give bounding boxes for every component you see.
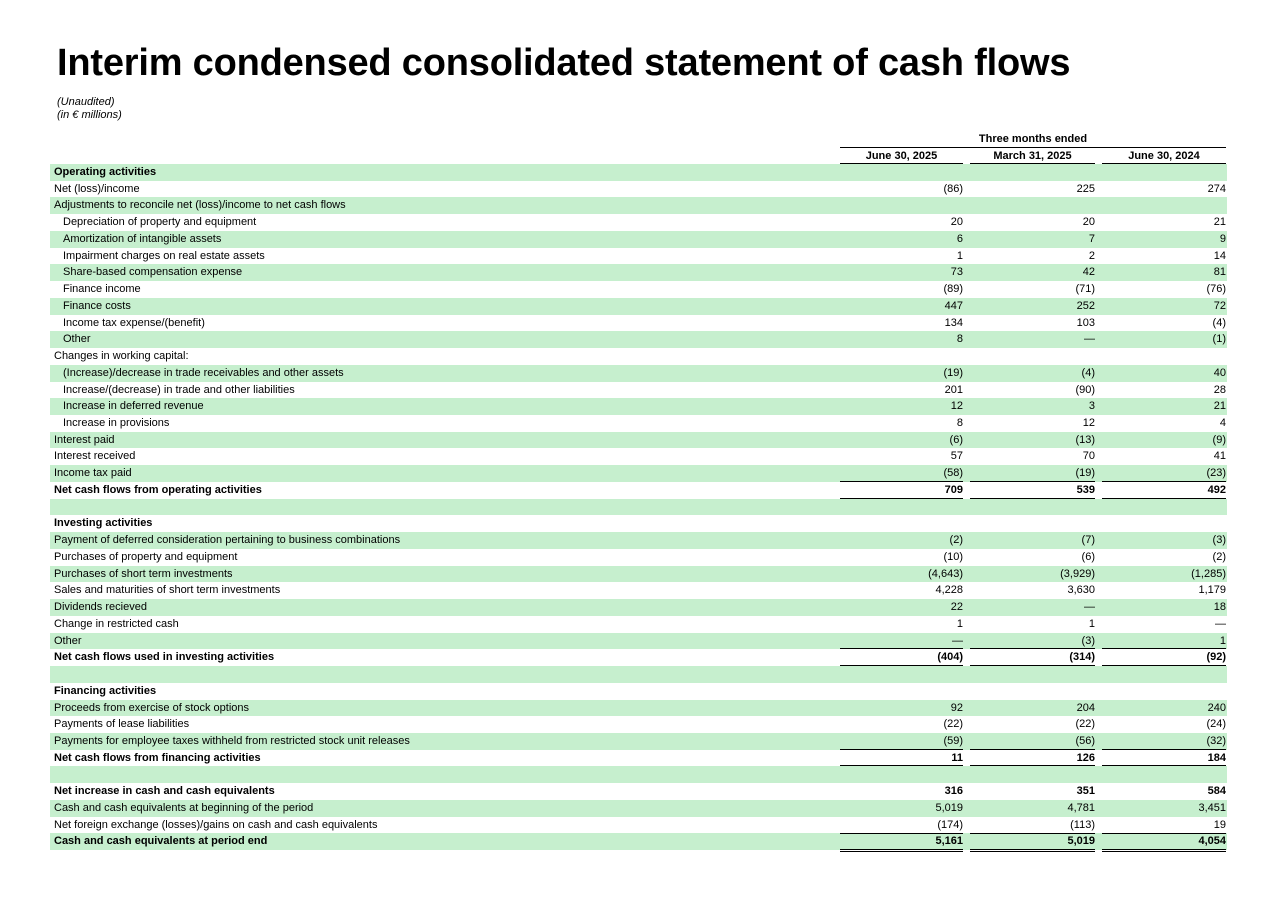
table-row [50, 783, 1227, 800]
row-label: Changes in working capital: [54, 350, 189, 363]
header-rule [840, 147, 1226, 148]
table-row [50, 331, 1227, 348]
row-value: 2 [1088, 249, 1095, 262]
row-value: 351 [1076, 785, 1095, 798]
row-label: Interest received [54, 450, 136, 463]
table-row [50, 716, 1227, 733]
total-rule [970, 648, 1095, 649]
row-value: 28 [1213, 383, 1226, 396]
table-row [50, 465, 1227, 482]
row-label: Interest paid [54, 433, 115, 446]
row-label: Impairment charges on real estate assets [63, 249, 265, 262]
row-value: 22 [950, 601, 963, 614]
row-value: 4 [1219, 417, 1226, 430]
total-double-rule [1102, 849, 1226, 852]
table-row [50, 833, 1227, 850]
table-row [50, 415, 1227, 432]
row-label: Payment of deferred consideration pertaining to business combinations [54, 534, 401, 547]
row-value: 252 [1076, 299, 1095, 312]
row-value: 1,179 [1198, 584, 1226, 597]
table-row [50, 750, 1227, 767]
row-value: (23) [1206, 467, 1226, 480]
table-row [50, 582, 1227, 599]
row-value: 225 [1076, 182, 1095, 195]
row-value: 72 [1213, 299, 1226, 312]
table-row [50, 181, 1227, 198]
row-value: 5,161 [935, 835, 963, 848]
row-value: 126 [1076, 751, 1095, 764]
row-label: (Increase)/decrease in trade receivables and other assets [63, 366, 344, 379]
row-value: (58) [943, 467, 963, 480]
row-label: Net foreign exchange (losses)/gains on cash and cash equivalents [54, 818, 378, 831]
row-value: — [952, 634, 963, 647]
row-value: (404) [937, 651, 963, 664]
table-row [50, 365, 1227, 382]
row-value: 8 [956, 333, 963, 346]
row-label: Net cash flows used in investing activities [54, 651, 275, 664]
row-value: 11 [951, 751, 963, 764]
row-value: 1 [956, 617, 963, 630]
row-value: (92) [1206, 651, 1226, 664]
row-value: (56) [1075, 734, 1095, 747]
row-label: Depreciation of property and equipment [63, 216, 257, 229]
page-title: Interim condensed consolidated statement of cash flows [57, 42, 1071, 84]
row-value: 3,630 [1067, 584, 1095, 597]
row-label: Cash and cash equivalents at beginning of the period [54, 801, 314, 814]
currency-note: (in € millions) [57, 109, 122, 121]
row-value: 7 [1088, 232, 1095, 245]
row-label: Payments of lease liabilities [54, 718, 190, 731]
table-row [50, 432, 1227, 449]
row-value: (22) [943, 718, 963, 731]
column-group-header: Three months ended [978, 133, 1088, 145]
row-label: Net (loss)/income [54, 182, 140, 195]
row-value: 3,451 [1198, 801, 1226, 814]
table-row [50, 649, 1227, 666]
row-label: Increase in provisions [63, 417, 170, 430]
row-value: (4) [1212, 316, 1226, 329]
row-value: (3) [1212, 534, 1226, 547]
row-value: 1 [1088, 617, 1095, 630]
row-label: Change in restricted cash [54, 617, 179, 630]
row-value: 1 [956, 249, 963, 262]
total-rule [970, 749, 1095, 750]
row-value: 184 [1207, 751, 1226, 764]
row-label: Payments for employee taxes withheld from restricted stock unit releases [54, 734, 410, 747]
table-row [50, 231, 1227, 248]
cash-flow-table [50, 164, 1227, 850]
table-row [50, 382, 1227, 399]
table-row [50, 515, 1227, 532]
row-value: (2) [1212, 550, 1226, 563]
table-row [50, 733, 1227, 750]
row-label: Operating activities [54, 166, 157, 178]
row-value: (314) [1069, 651, 1095, 664]
row-value: 5,019 [935, 801, 963, 814]
row-value: 8 [956, 417, 963, 430]
row-value: (32) [1206, 734, 1226, 747]
table-row [50, 214, 1227, 231]
row-label: Financing activities [54, 684, 157, 697]
row-value: (9) [1212, 433, 1226, 446]
row-value: (6) [949, 433, 963, 446]
row-value: 42 [1082, 266, 1095, 279]
column-header-q1-2025: March 31, 2025 [993, 150, 1072, 162]
row-label: Purchases of short term investments [54, 567, 233, 580]
row-value: 584 [1207, 785, 1226, 798]
row-value: 41 [1213, 450, 1226, 463]
row-value: (10) [943, 550, 963, 563]
row-value: 316 [944, 785, 963, 798]
unaudited-note: (Unaudited) [57, 96, 115, 108]
row-value: 73 [950, 266, 963, 279]
total-rule [970, 481, 1095, 482]
total-rule [1102, 481, 1226, 482]
row-value: 4,781 [1067, 801, 1095, 814]
total-rule [840, 833, 963, 834]
total-double-rule [840, 849, 963, 852]
table-row [50, 616, 1227, 633]
row-value: 4,054 [1198, 835, 1226, 848]
row-value: (13) [1075, 433, 1095, 446]
row-value: (3) [1081, 634, 1095, 647]
row-value: 492 [1207, 483, 1226, 496]
row-value: 539 [1076, 483, 1095, 496]
table-row [50, 248, 1227, 265]
table-row [50, 800, 1227, 817]
row-value: (89) [943, 283, 963, 296]
total-double-rule [970, 849, 1095, 852]
row-value: 103 [1076, 316, 1095, 329]
table-row [50, 666, 1227, 683]
row-value: (174) [937, 818, 963, 831]
row-label: Income tax expense/(benefit) [63, 316, 205, 329]
total-rule [970, 833, 1095, 834]
row-value: 240 [1207, 701, 1226, 714]
row-label: Other [63, 333, 91, 346]
total-rule [1102, 749, 1226, 750]
row-value: 70 [1082, 450, 1095, 463]
row-value: 19 [1213, 818, 1226, 831]
row-value: 12 [950, 400, 963, 413]
row-value: (2) [949, 534, 963, 547]
row-value: (1,285) [1191, 567, 1226, 580]
row-value: 1 [1219, 634, 1226, 647]
table-row [50, 298, 1227, 315]
column-header-q2-2024: June 30, 2024 [1128, 150, 1200, 162]
row-label: Sales and maturities of short term investments [54, 584, 281, 597]
table-row [50, 398, 1227, 415]
row-label: Cash and cash equivalents at period end [54, 835, 268, 848]
row-value: 6 [956, 232, 963, 245]
row-value: 92 [950, 701, 963, 714]
table-row [50, 448, 1227, 465]
total-rule [1102, 833, 1226, 834]
row-label: Proceeds from exercise of stock options [54, 701, 250, 714]
row-value: (1) [1212, 333, 1226, 346]
row-label: Net cash flows from operating activities [54, 483, 262, 496]
row-value: 204 [1076, 701, 1095, 714]
table-row [50, 700, 1227, 717]
row-value: (6) [1081, 550, 1095, 563]
row-value: (24) [1206, 718, 1226, 731]
table-row [50, 164, 1227, 181]
row-value: (7) [1081, 534, 1095, 547]
table-row [50, 566, 1227, 583]
row-value: 57 [950, 450, 963, 463]
row-label: Finance income [63, 283, 141, 296]
row-label: Income tax paid [54, 467, 132, 480]
table-row [50, 599, 1227, 616]
row-value: 14 [1213, 249, 1226, 262]
row-label: Finance costs [63, 299, 131, 312]
row-value: — [1084, 601, 1095, 614]
table-row [50, 197, 1227, 214]
table-row [50, 281, 1227, 298]
row-value: 447 [944, 299, 963, 312]
row-value: 40 [1213, 366, 1226, 379]
total-rule [1102, 648, 1226, 649]
row-value: 21 [1213, 216, 1226, 229]
row-value: 274 [1207, 182, 1226, 195]
table-row [50, 499, 1227, 516]
row-label: Amortization of intangible assets [63, 232, 222, 245]
row-value: 21 [1213, 400, 1226, 413]
row-value: 20 [950, 216, 963, 229]
row-value: (86) [943, 182, 963, 195]
row-value: 20 [1082, 216, 1095, 229]
total-rule [840, 749, 963, 750]
row-value: (19) [1075, 467, 1095, 480]
total-rule [840, 481, 963, 482]
column-header-q2-2025: June 30, 2025 [865, 150, 938, 162]
row-value: (71) [1075, 283, 1095, 296]
row-value: 9 [1219, 232, 1226, 245]
row-value: 5,019 [1067, 835, 1095, 848]
table-row [50, 633, 1227, 650]
table-row [50, 549, 1227, 566]
row-label: Other [54, 634, 82, 647]
row-label: Increase in deferred revenue [63, 400, 204, 413]
row-value: 18 [1213, 601, 1226, 614]
row-value: (22) [1075, 718, 1095, 731]
row-value: 709 [944, 483, 963, 496]
table-row [50, 532, 1227, 549]
row-value: (4,643) [928, 567, 963, 580]
row-label: Purchases of property and equipment [54, 550, 238, 563]
row-label: Net increase in cash and cash equivalents [54, 785, 275, 798]
table-row [50, 264, 1227, 281]
row-label: Increase/(decrease) in trade and other liabilities [63, 383, 295, 396]
row-label: Dividends recieved [54, 601, 147, 614]
table-row [50, 766, 1227, 783]
row-value: 3 [1088, 400, 1095, 413]
row-value: (113) [1070, 818, 1095, 831]
row-value: (19) [943, 366, 963, 379]
row-value: 12 [1082, 417, 1095, 430]
row-value: (76) [1206, 283, 1226, 296]
row-value: — [1215, 617, 1226, 630]
row-value: 4,228 [935, 584, 963, 597]
row-value: (90) [1075, 383, 1095, 396]
table-row [50, 348, 1227, 365]
row-label: Adjustments to reconcile net (loss)/income to net cash flows [54, 199, 346, 212]
row-value: 81 [1213, 266, 1226, 279]
row-value: (3,929) [1060, 567, 1095, 580]
row-value: (59) [943, 734, 963, 747]
table-row [50, 683, 1227, 700]
row-value: — [1084, 333, 1095, 346]
total-rule [840, 648, 963, 649]
row-value: (4) [1081, 366, 1095, 379]
row-label: Investing activities [54, 517, 153, 530]
table-row [50, 482, 1227, 499]
row-label: Share-based compensation expense [63, 266, 243, 279]
table-row [50, 315, 1227, 332]
row-value: 201 [944, 383, 963, 396]
table-row [50, 817, 1227, 834]
row-value: 134 [944, 316, 963, 329]
row-label: Net cash flows from financing activities [54, 751, 261, 764]
